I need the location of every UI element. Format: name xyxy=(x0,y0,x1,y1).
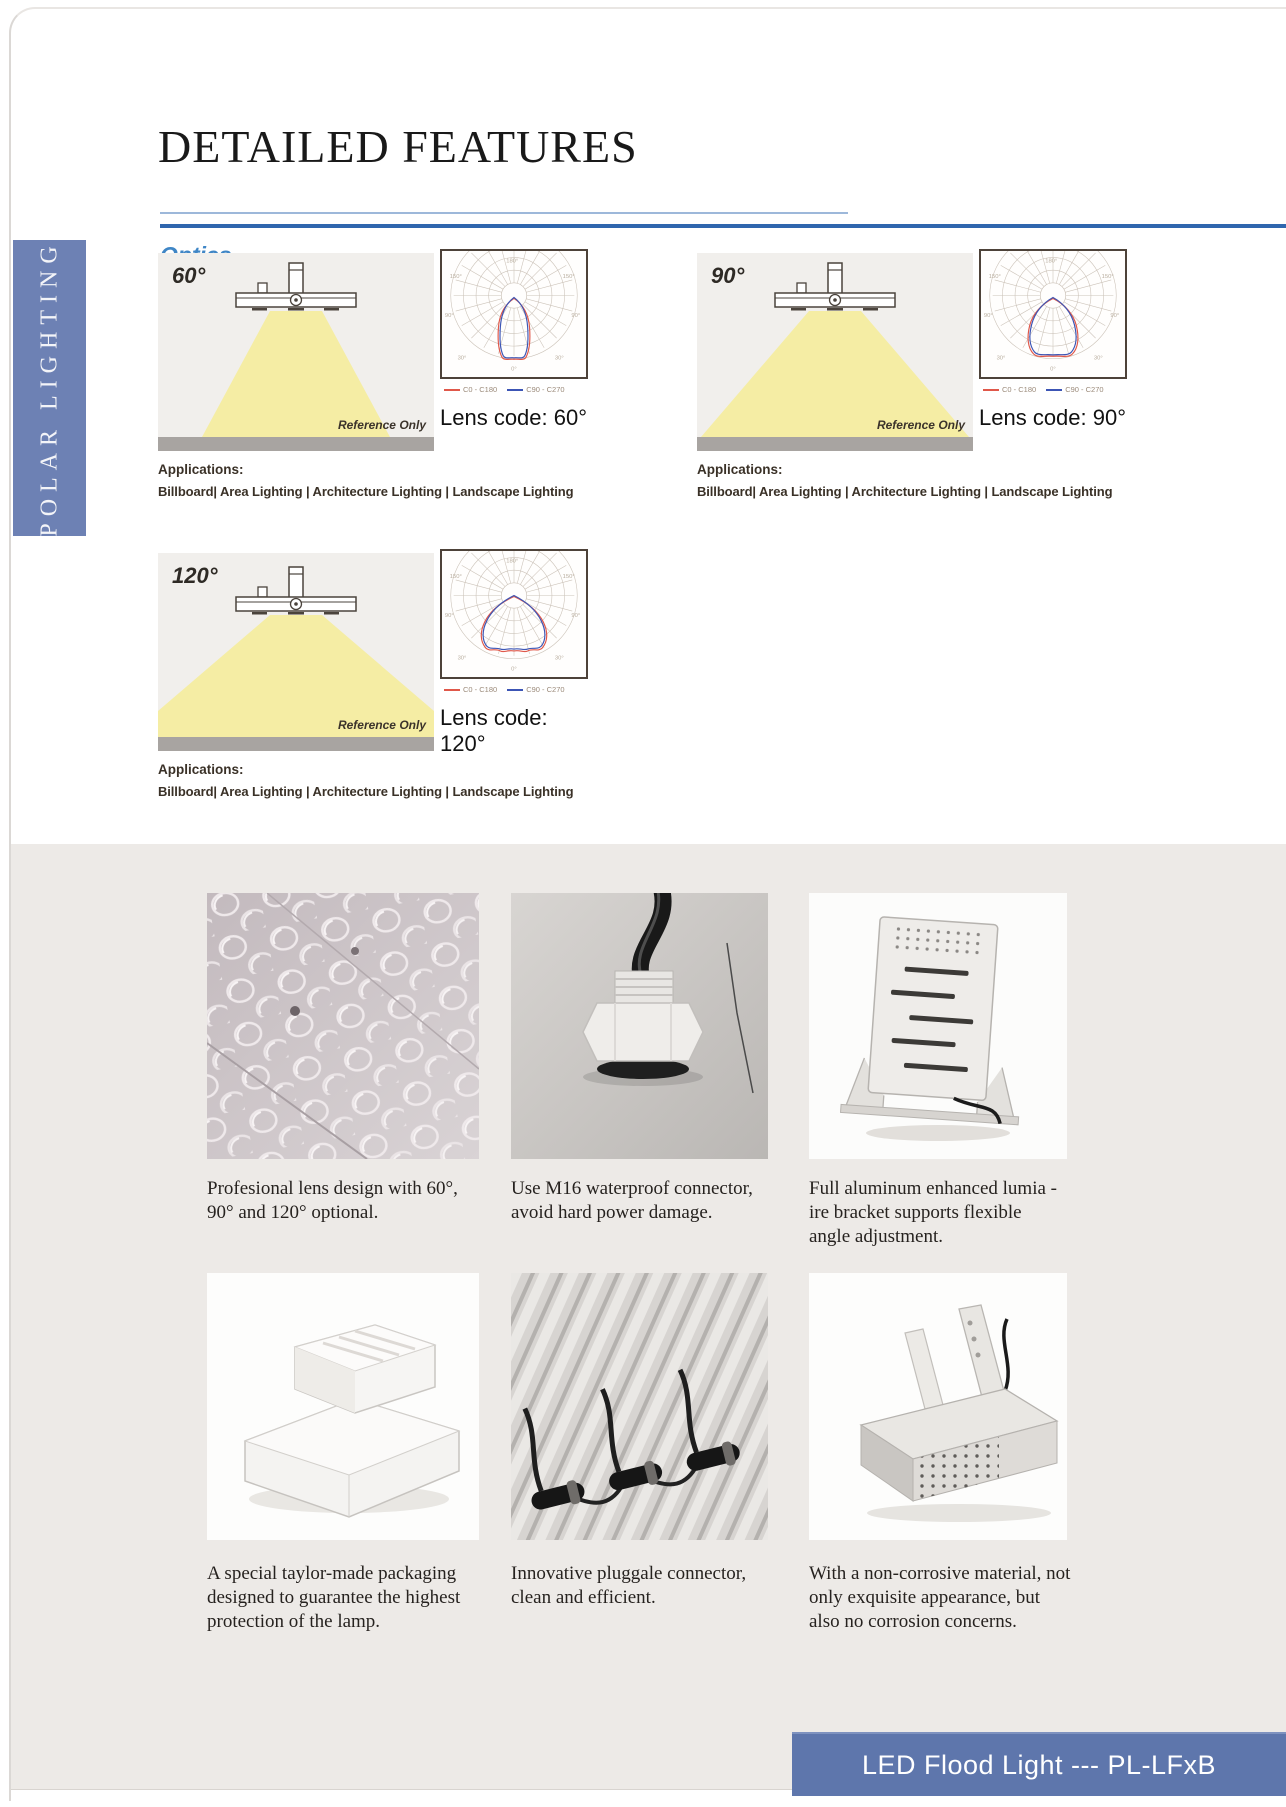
svg-text:30°: 30° xyxy=(554,655,564,662)
svg-text:90°: 90° xyxy=(983,312,993,319)
applications-list: Billboard| Area Lighting | Architecture Lighting | Landscape Lighting xyxy=(697,484,1113,499)
optics-block-90 xyxy=(697,253,1127,513)
svg-text:30°: 30° xyxy=(457,655,467,662)
applications-label: Applications: xyxy=(158,462,244,477)
legend-label-c90: C90 - C270 xyxy=(1065,385,1104,394)
lens-code-text: Lens code: 120° xyxy=(440,705,548,756)
svg-text:180°: 180° xyxy=(1045,258,1058,265)
legend-label-c0: C0 - C180 xyxy=(1002,385,1037,394)
legend-label-c90: C90 - C270 xyxy=(526,685,565,694)
applications xyxy=(158,459,718,503)
reference-only-note: Reference Only xyxy=(337,718,426,732)
polar-legend xyxy=(983,385,1131,394)
floodlight-bracket-photo xyxy=(809,893,1067,1159)
optics-block-60 xyxy=(158,253,588,513)
reference-only-note: Reference Only xyxy=(337,418,426,432)
svg-text:150°: 150° xyxy=(988,274,1001,280)
svg-text:150°: 150° xyxy=(449,574,462,580)
beam-angle-label: 60° xyxy=(172,263,206,288)
beam-diagram-panel-120 xyxy=(158,553,434,737)
feature-caption-1: Profesional lens design with 60°, 90° and 120° optional. xyxy=(207,1178,458,1224)
svg-text:90°: 90° xyxy=(444,312,454,319)
ground-bar xyxy=(697,437,973,451)
legend-blue-line xyxy=(507,689,523,691)
legend-red-line xyxy=(983,389,999,391)
m16-connector-photo xyxy=(511,893,768,1159)
reference-only-note: Reference Only xyxy=(876,418,965,432)
beam-angle-label: 120° xyxy=(172,563,218,588)
svg-text:90°: 90° xyxy=(1110,312,1120,319)
legend-red-line xyxy=(444,689,460,691)
feature-caption-6: With a non-corrosive material, not only exquisite appearance, but also no corrosion concerns. xyxy=(809,1563,1071,1633)
svg-text:0°: 0° xyxy=(511,666,517,673)
beam-diagram-panel-90 xyxy=(697,253,973,437)
product-banner-label: LED Flood Light --- PL-LFxB xyxy=(861,1749,1217,1780)
corrosion-resistant-photo xyxy=(809,1273,1067,1540)
svg-text:0°: 0° xyxy=(511,366,517,373)
page-title: DETAILED FEATURES xyxy=(158,121,638,172)
svg-text:150°: 150° xyxy=(449,274,462,280)
applications-label: Applications: xyxy=(697,462,783,477)
polar-intensity-chart-120 xyxy=(440,549,588,679)
feature-caption-5: Innovative pluggale connector, clean and efficient. xyxy=(511,1563,747,1609)
feature-caption-3: Full aluminum enhanced lumia -ire bracket supports flexible angle adjustment. xyxy=(809,1178,1058,1248)
title-underline-dark xyxy=(160,224,1286,228)
lens-code-text: Lens code: 60° xyxy=(440,405,588,430)
ground-bar xyxy=(158,437,434,451)
applications-list: Billboard| Area Lighting | Architecture Lighting | Landscape Lighting xyxy=(158,784,574,799)
polar-intensity-chart-60 xyxy=(440,249,588,379)
lens-array-photo xyxy=(207,893,479,1159)
svg-text:30°: 30° xyxy=(996,355,1006,362)
title-underline-light xyxy=(160,212,848,214)
foam-packaging-photo xyxy=(207,1273,479,1540)
polar-legend xyxy=(444,385,592,394)
svg-text:150°: 150° xyxy=(562,574,575,580)
beam-angle-label: 90° xyxy=(711,263,745,288)
brand-sidebar xyxy=(13,240,86,536)
svg-text:180°: 180° xyxy=(506,258,519,265)
legend-red-line xyxy=(444,389,460,391)
applications-label: Applications: xyxy=(158,762,244,777)
lens-code-text: Lens code: 90° xyxy=(979,405,1127,430)
svg-text:90°: 90° xyxy=(444,612,454,619)
polar-intensity-chart-90 xyxy=(979,249,1127,379)
legend-blue-line xyxy=(1046,389,1062,391)
polar-legend xyxy=(444,685,592,694)
ground-bar xyxy=(158,737,434,751)
legend-label-c0: C0 - C180 xyxy=(463,685,498,694)
beam-diagram-panel-60 xyxy=(158,253,434,437)
applications xyxy=(158,759,718,803)
svg-text:0°: 0° xyxy=(1050,366,1056,373)
legend-label-c0: C0 - C180 xyxy=(463,385,498,394)
svg-text:30°: 30° xyxy=(1093,355,1103,362)
optics-block-120 xyxy=(158,553,588,813)
svg-text:90°: 90° xyxy=(571,612,581,619)
applications-list: Billboard| Area Lighting | Architecture Lighting | Landscape Lighting xyxy=(158,484,574,499)
svg-text:30°: 30° xyxy=(457,355,467,362)
feature-caption-2: Use M16 waterproof connector, avoid hard power damage. xyxy=(511,1178,753,1224)
brand-sidebar-label: POLAR LIGHTING xyxy=(36,239,62,537)
svg-text:150°: 150° xyxy=(562,274,575,280)
svg-text:90°: 90° xyxy=(571,312,581,319)
svg-text:30°: 30° xyxy=(554,355,564,362)
legend-label-c90: C90 - C270 xyxy=(526,385,565,394)
pluggable-connector-photo xyxy=(511,1273,768,1540)
applications xyxy=(697,459,1257,503)
product-banner xyxy=(792,1732,1286,1796)
legend-blue-line xyxy=(507,389,523,391)
feature-caption-4: A special taylor-made packaging designed to guarantee the highest protection of the lamp. xyxy=(207,1563,461,1633)
svg-text:150°: 150° xyxy=(1101,274,1114,280)
svg-text:180°: 180° xyxy=(506,558,519,565)
